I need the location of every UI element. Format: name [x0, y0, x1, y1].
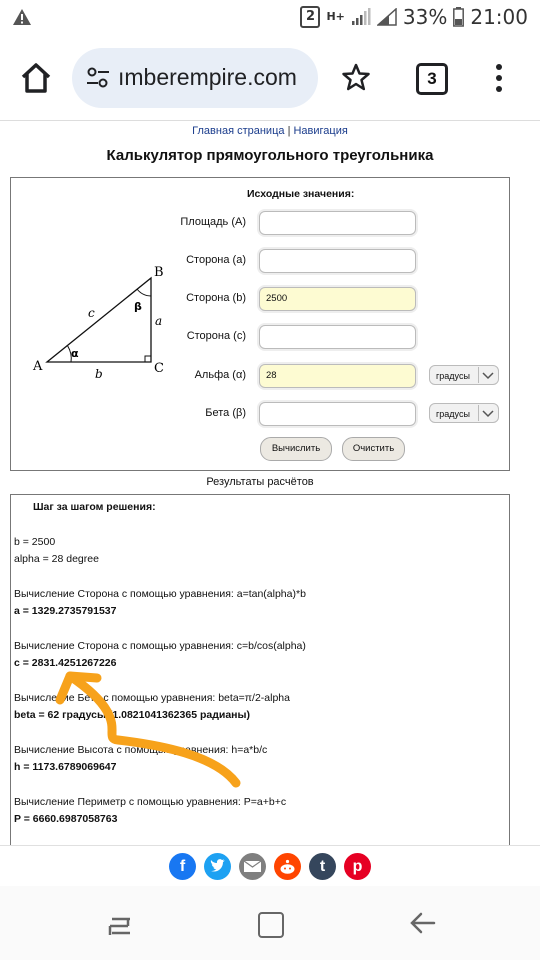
alpha-input[interactable]: 28: [259, 364, 416, 388]
alpha-field-label: Альфа (α): [194, 369, 246, 381]
beta-unit-value: градусы: [436, 409, 470, 419]
result-line: Вычисление Высота с помощью уравнения: h=a*b/c: [14, 744, 268, 756]
side-c-field-label: Сторона (c): [186, 330, 246, 342]
pinterest-icon[interactable]: p: [344, 853, 371, 880]
signal-icon-2: [377, 8, 397, 26]
vertex-c-label: C: [154, 361, 164, 376]
result-value: beta = 62 градусы (1.0821041362365 радианы): [14, 709, 250, 721]
beta-input[interactable]: [259, 402, 416, 426]
side-c-input[interactable]: [259, 325, 416, 349]
back-icon[interactable]: [410, 910, 436, 936]
results-title: Результаты расчётов: [206, 476, 314, 488]
nav-home-link[interactable]: Главная страница: [192, 125, 285, 137]
system-nav-bar: [0, 886, 540, 960]
side-a-field-label: Сторона (a): [186, 254, 246, 266]
side-b-input[interactable]: 2500: [259, 287, 416, 311]
tabs-icon[interactable]: [416, 63, 448, 95]
results-panel: [10, 494, 510, 846]
side-b-label: b: [95, 367, 103, 381]
warning-icon: [12, 8, 32, 26]
alpha-angle-label: α: [71, 347, 79, 360]
battery-icon: [453, 7, 464, 27]
result-value: c = 2831.4251267226: [14, 657, 117, 669]
page-title: Калькулятор прямоугольного треугольника: [106, 147, 434, 164]
result-line: alpha = 28 degree: [14, 553, 99, 565]
address-bar[interactable]: [72, 48, 318, 108]
facebook-icon[interactable]: f: [169, 853, 196, 880]
side-c-label: c: [88, 306, 95, 320]
site-settings-icon[interactable]: [86, 67, 110, 89]
vertex-a-label: A: [33, 359, 43, 374]
nav-navigation-link[interactable]: Навигация: [293, 125, 348, 137]
more-vert-icon[interactable]: [496, 64, 502, 97]
tab-count: 3: [427, 69, 437, 88]
area-label: Площадь (A): [180, 216, 246, 228]
browser-toolbar: [0, 36, 540, 120]
calculate-button[interactable]: Вычислить: [260, 437, 332, 461]
email-icon[interactable]: [239, 853, 266, 880]
result-line: b = 2500: [14, 536, 56, 548]
result-value: h = 1173.6789069647: [14, 761, 117, 773]
side-a-input[interactable]: [259, 249, 416, 273]
beta-angle-label: β: [134, 300, 142, 313]
notification-count-badge: 2: [300, 6, 320, 28]
result-line: Вычисление Сторона с помощью уравнения: a=tan(alpha)*b: [14, 588, 306, 600]
home-nav-icon[interactable]: [258, 912, 284, 938]
web-page: [0, 120, 540, 846]
clear-button[interactable]: Очистить: [342, 437, 405, 461]
area-input[interactable]: [259, 211, 416, 235]
result-value: P = 6660.6987058763: [14, 813, 118, 825]
alpha-unit-value: градусы: [436, 371, 470, 381]
beta-unit-select[interactable]: [429, 403, 499, 423]
side-b-field-label: Сторона (b): [186, 292, 246, 304]
home-icon[interactable]: [18, 60, 54, 96]
clock: 21:00: [470, 5, 528, 29]
signal-icon: [351, 8, 371, 26]
result-line: Вычисление Периметр с помощью уравнения: P=a+b+c: [14, 796, 287, 808]
inputs-heading: Исходные значения:: [247, 188, 355, 200]
result-value: a = 1329.2735791537: [14, 605, 117, 617]
reddit-icon[interactable]: [274, 853, 301, 880]
vertex-b-label: B: [154, 265, 164, 280]
input-panel: [10, 177, 510, 471]
side-a-label: a: [155, 314, 163, 328]
results-heading: Шаг за шагом решения:: [33, 501, 156, 513]
star-icon[interactable]: [341, 62, 371, 92]
beta-field-label: Бета (β): [205, 407, 246, 419]
share-bar: [0, 845, 540, 886]
twitter-icon[interactable]: [204, 853, 231, 880]
breadcrumb: [0, 125, 540, 137]
alpha-unit-select[interactable]: [429, 365, 499, 385]
battery-percent: 33%: [402, 5, 448, 29]
recents-icon[interactable]: [107, 914, 133, 938]
status-bar: [0, 0, 540, 36]
chevron-down-icon: [478, 405, 497, 421]
nav-separator: |: [287, 125, 291, 137]
chevron-down-icon: [478, 367, 497, 383]
result-line: Вычисление Бета с помощью уравнения: beta=π/2-alpha: [14, 692, 290, 704]
result-line: Вычисление Сторона с помощью уравнения: c=b/cos(alpha): [14, 640, 306, 652]
url-text[interactable]: ımberempire.com: [118, 64, 297, 90]
network-type-indicator: H+: [326, 10, 345, 23]
tumblr-icon[interactable]: t: [309, 853, 336, 880]
